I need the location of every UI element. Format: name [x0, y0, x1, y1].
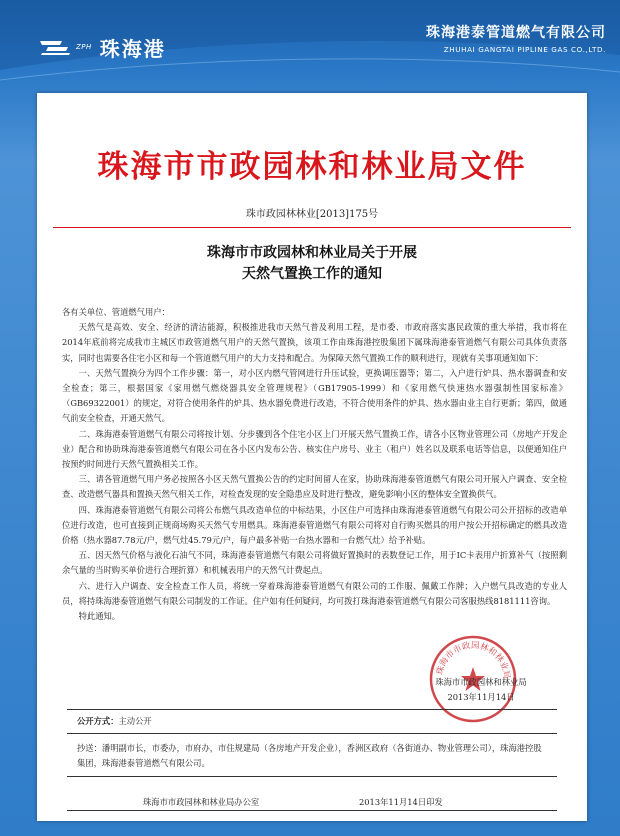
- publicity-value: 主动公开: [118, 716, 152, 726]
- closing-line: 特此通知。: [78, 611, 121, 622]
- sign-organization: 珠海市市政园林和林业局: [435, 677, 527, 687]
- document-page: [37, 93, 587, 821]
- body-paragraph: 一、天然气置换分为四个工作步骤：第一，对小区内燃气管网进行升压试验，更换调压器等；第二，入户进行炉具、热水器调查和安全检查；第三，根据国家《家用燃气燃烧器具安全管理规程》（GB17905-1999）和《家用燃气快速热水器强制性国家标准》（GB69322001）的规定，对符合使用条件的炉具、热水器免费进行改造，不符合使用条件的炉具、热水器由业主自行更新；第四，做通气前安全检查，开通天然气。: [62, 367, 567, 424]
- body-paragraph: 六、进行入户调查、安全检查工作人员，将统一穿着珠海港泰管道燃气有限公司的工作服、佩戴工作牌；入户燃气具改造的专业人员，将持珠海港泰管道燃气有限公司制发的工作证。住户如有任何疑问，均可拨打珠海港泰管道燃气有限公司客服热线8181111咨询。: [62, 580, 567, 606]
- body-paragraph: 五、因天然气价格与液化石油气不同，珠海港泰管道燃气有限公司将做好置换时的表数登记工作，用于IC卡表用户折算补气（按照剩余气量的当时购买单价进行合理折算）和机械表用户的天然气计费起点。: [62, 550, 567, 576]
- notice-body: [62, 305, 567, 624]
- body-paragraph: 二、珠海港泰管道燃气有限公司将按计划、分步骤到各个住宅小区上门开展天然气置换工作，请各小区物业管理公司（房地产开发企业）配合和协助珠海港泰管道燃气有限公司在各小区内发布公告、核实住户房号、业主（租户）姓名以及联系电话等信息，以便通知住户按预约时间进行天然气置换相关工作。: [62, 428, 567, 470]
- logo-english: ZPH: [76, 43, 92, 51]
- notice-title-line2: 天然气置换工作的通知: [242, 266, 382, 282]
- notice-title-line1: 珠海市市政园林和林业局关于开展: [207, 245, 417, 261]
- red-divider: [53, 227, 571, 228]
- publicity-label: 公开方式：: [77, 716, 119, 726]
- page-header: [0, 0, 620, 80]
- signature-block: [411, 675, 551, 705]
- cc-list: 抄送：潘明副市长，市委办，市府办，市住规建局（各房地产开发企业），香洲区政府（各街道办、物业管理公司），珠海港控股集团，珠海港泰管道燃气有限公司。: [77, 743, 542, 768]
- document-number: 珠市政园林林业[2013]175号: [245, 209, 379, 220]
- svg-text:珠海市市政园林和林业局: 珠海市市政园林和林业局: [435, 640, 512, 680]
- notice-title: [37, 243, 587, 285]
- issuing-office: 珠海市市政园林和林业局办公室: [143, 797, 260, 807]
- sign-date: 2013年11月14日: [447, 692, 515, 702]
- company-name-block: [426, 22, 606, 54]
- divider: [67, 733, 557, 734]
- body-paragraph: 天然气是高效、安全、经济的清洁能源，积极推进我市天然气普及利用工程，是市委、市政府落实惠民政策的重大举措，我市将在2014年底前将完成我市主城区市政管道燃气用户的天然气置换，该项工作由珠海港控股集团下属珠海港泰管道燃气有限公司具体负责落实，同时也需要各住宅小区和每一个管道燃气用户的大力支持和配合。为保障天然气置换工作的顺利进行，现就有关事项通知如下：: [62, 322, 567, 363]
- company-name-en: ZHUHAI GANGTAI PIPLINE GAS CO.,LTD.: [443, 45, 606, 54]
- divider: [67, 810, 557, 811]
- document-title: 珠海市市政园林和林业局文件: [97, 149, 527, 185]
- issue-date: 2013年11月14日印发: [359, 797, 443, 807]
- gas-logo-icon: [38, 38, 74, 56]
- publicity-line: [77, 715, 152, 727]
- divider: [67, 709, 557, 710]
- company-name-cn: 珠海港泰管道燃气有限公司: [426, 25, 606, 41]
- body-paragraph: 三、请各管道燃气用户务必按照各小区天然气置换公告的约定时间留人在家，协助珠海港泰管道燃气有限公司开展入户调查、安全检查、改造燃气器具和置换天然气相关工作，对检查发现的安全隐患应及时进行整改，避免影响小区的整体安全置换供气。: [62, 474, 567, 500]
- company-logo: [38, 36, 166, 61]
- body-paragraph: 四、珠海港泰管道燃气有限公司将公布燃气具改造单位的中标结果，小区住户可选择由珠海港泰管道燃气有限公司公开招标的改造单位进行改造，也可直接到正规商场购买天然气专用燃具。珠海港泰管道燃气有限公司将对自行购买燃具的用户按公开招标确定的燃具改造价格（热水器87.78元/户，燃气灶45.79元/户，每户最多补贴一台热水器和一台燃气灶）给予补贴。: [62, 504, 567, 546]
- salutation: 各有关单位、管道燃气用户：: [62, 307, 170, 317]
- divider: [67, 776, 557, 777]
- logo-chinese: 珠海港: [99, 36, 166, 61]
